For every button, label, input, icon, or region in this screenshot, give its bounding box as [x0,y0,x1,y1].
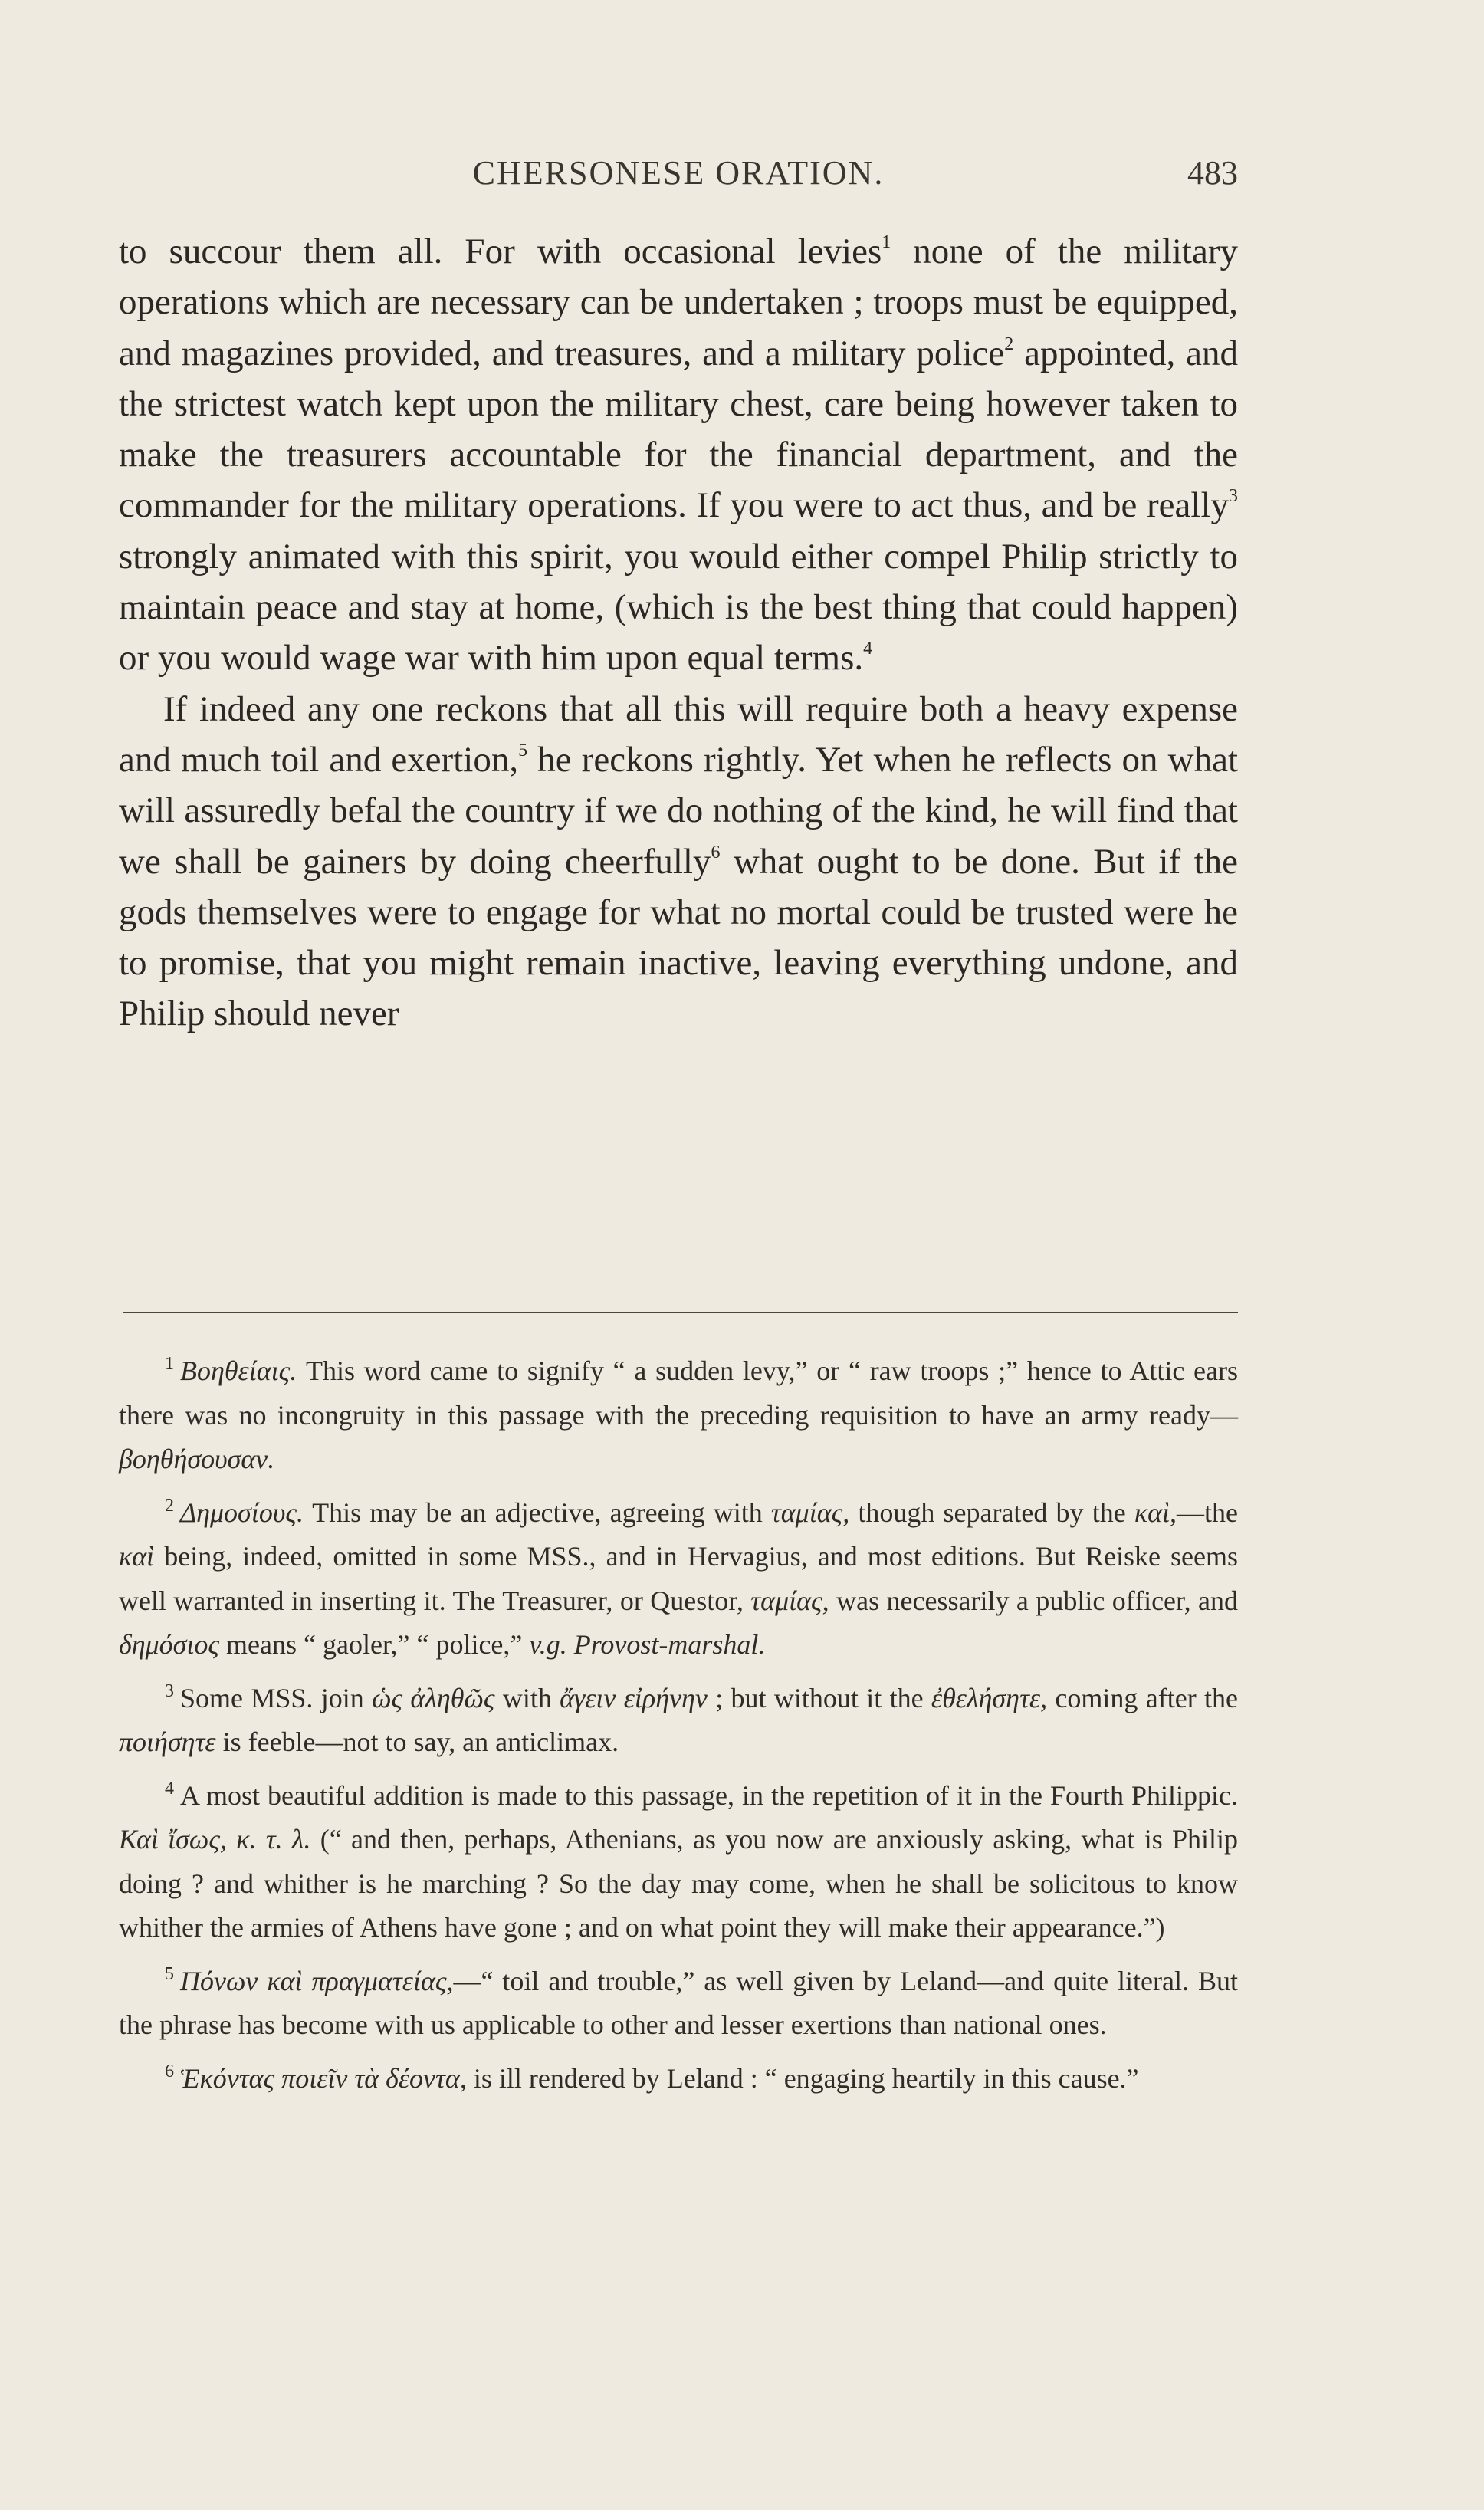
greek-word: ἄγειν εἰρήνην [560,1682,708,1713]
note-text: with [494,1682,560,1713]
footnote [119,1960,1238,2048]
greek-word: ταμίας, [750,1585,829,1616]
footnote [119,1491,1238,1667]
text-run: he reckons rightly. Yet when he reflects on what will assuredly befal the country if we do nothing of the kind, he will find that we shall be gainers by doing cheerfully [119,739,1239,882]
greek-word: ταμίας, [770,1496,850,1528]
footnote [119,1774,1238,1950]
text-run: what ought to be done. But if the gods themselves were to engage for what no mortal could be trusted were he to promise, that you might remain inactive, leaving everything undone, and Philip should never [119,841,1238,1034]
note-text: Some MSS. join [180,1682,373,1713]
italic-text: v.g. Provost-marshal. [529,1629,766,1660]
footnote-number: 6 [165,2061,174,2081]
footnote-number: 1 [165,1354,174,1374]
text-run: appointed, and the strictest watch kept upon the military chest, care being however taken to make the treasurers accountable for the financial department, and the commander for the military operations. If you were to act thus, and be really [119,333,1239,526]
note-text: was necessarily a public officer, and [829,1585,1238,1616]
footnote [119,1349,1238,1482]
page-number: 483 [1187,154,1238,192]
footnote-ref: 1 [882,232,891,252]
note-text: A most beautiful addition is made to this passage, in the repetition of it in the Fourth Philippic. [180,1779,1238,1811]
footnote-ref: 3 [1229,486,1238,507]
greek-word: δημόσιος [119,1629,220,1660]
footnote-number: 5 [165,1963,174,1984]
note-text: is ill rendered by Leland : “ engaging heartily in this cause.” [466,2062,1139,2094]
note-text: ; but without it the [707,1682,931,1713]
greek-lemma: Ἑκόντας ποιεῖν τὰ δέοντα, [180,2062,467,2094]
footnote-number: 4 [165,1778,174,1799]
greek-word: ὡς ἀληθῶς [372,1682,495,1713]
text-run: to succour them all. For with occasional levies [119,232,882,271]
greek-word: ἐθελήσητε, [931,1682,1048,1713]
paragraph [119,226,1238,684]
text-run: If indeed any one reckons that all this will require both a heavy expense and much toil and exertion, [119,688,1238,780]
note-text: —“ toil and trouble,” as well given by Leland—and quite literal. But the phrase has become with us applicable to other and lesser exertions than national ones. [119,1965,1238,2040]
note-text: being, indeed, omitted in some MSS., and in Hervagius, and most editions. But Reiske seems well warranted in inserting it. The Treasurer, or Questor, [119,1541,1238,1616]
greek-lemma: Βοηθείαις. [180,1355,297,1386]
note-text: —the [1177,1496,1238,1528]
footnote [119,1677,1238,1765]
footnote-number: 2 [165,1495,174,1516]
note-text: though separated by the [849,1496,1134,1528]
greek-word: ποιήσητε [119,1726,216,1757]
greek-word: καὶ [119,1541,155,1572]
greek-word: βοηθήσουσαν. [119,1444,275,1474]
main-text [119,226,1238,1040]
footnotes [119,1349,1238,2110]
running-title: CHERSONESE ORATION. [472,154,885,192]
footnote-number: 3 [165,1680,174,1701]
footnote-ref: 2 [1004,333,1014,354]
footnote-ref: 5 [518,740,528,761]
note-text: (“ and then, perhaps, Athenians, as you now are anxiously asking, what is Philip doing ? and whither is he marching ? So the day may come, when he shall be solicitous to know whither the armies of Athens have gone ; and on what point they will make their appearance.”) [119,1824,1238,1943]
note-text: is feeble—not to say, an anticlimax. [215,1726,619,1757]
note-text: means “ gaoler,” “ police,” [219,1629,530,1660]
footnote-ref: 4 [863,639,873,659]
text-run: strongly animated with this spirit, you would either compel Philip strictly to maintain peace and stay at home, (which is the best thing that could happen) or you would wage war with him upon equal terms. [119,536,1238,678]
text-run: none of the military operations which are necessary can be undertaken ; troops must be equipped, and magazines provided, and treasures, and a military police [119,232,1238,373]
footnote-divider [123,1312,1238,1313]
footnote [119,2057,1238,2101]
page-header [119,146,1238,199]
footnote-ref: 6 [711,842,721,862]
note-text: coming after the [1047,1682,1238,1713]
note-text: This may be an adjective, agreeing with [303,1496,771,1528]
note-text: This word came to signify “ a sudden levy,” or “ raw troops ;” hence to Attic ears there was no incongruity in this passage with the preceding requisition to have an army ready— [119,1355,1238,1431]
greek-lemma: Δημοσίους. [180,1496,304,1528]
greek-word: Καὶ ἴσως, κ. τ. λ. [119,1824,311,1855]
greek-word: καὶ, [1134,1496,1177,1528]
greek-lemma: Πόνων καὶ πραγματείας, [180,1965,454,1996]
paragraph [119,684,1238,1040]
